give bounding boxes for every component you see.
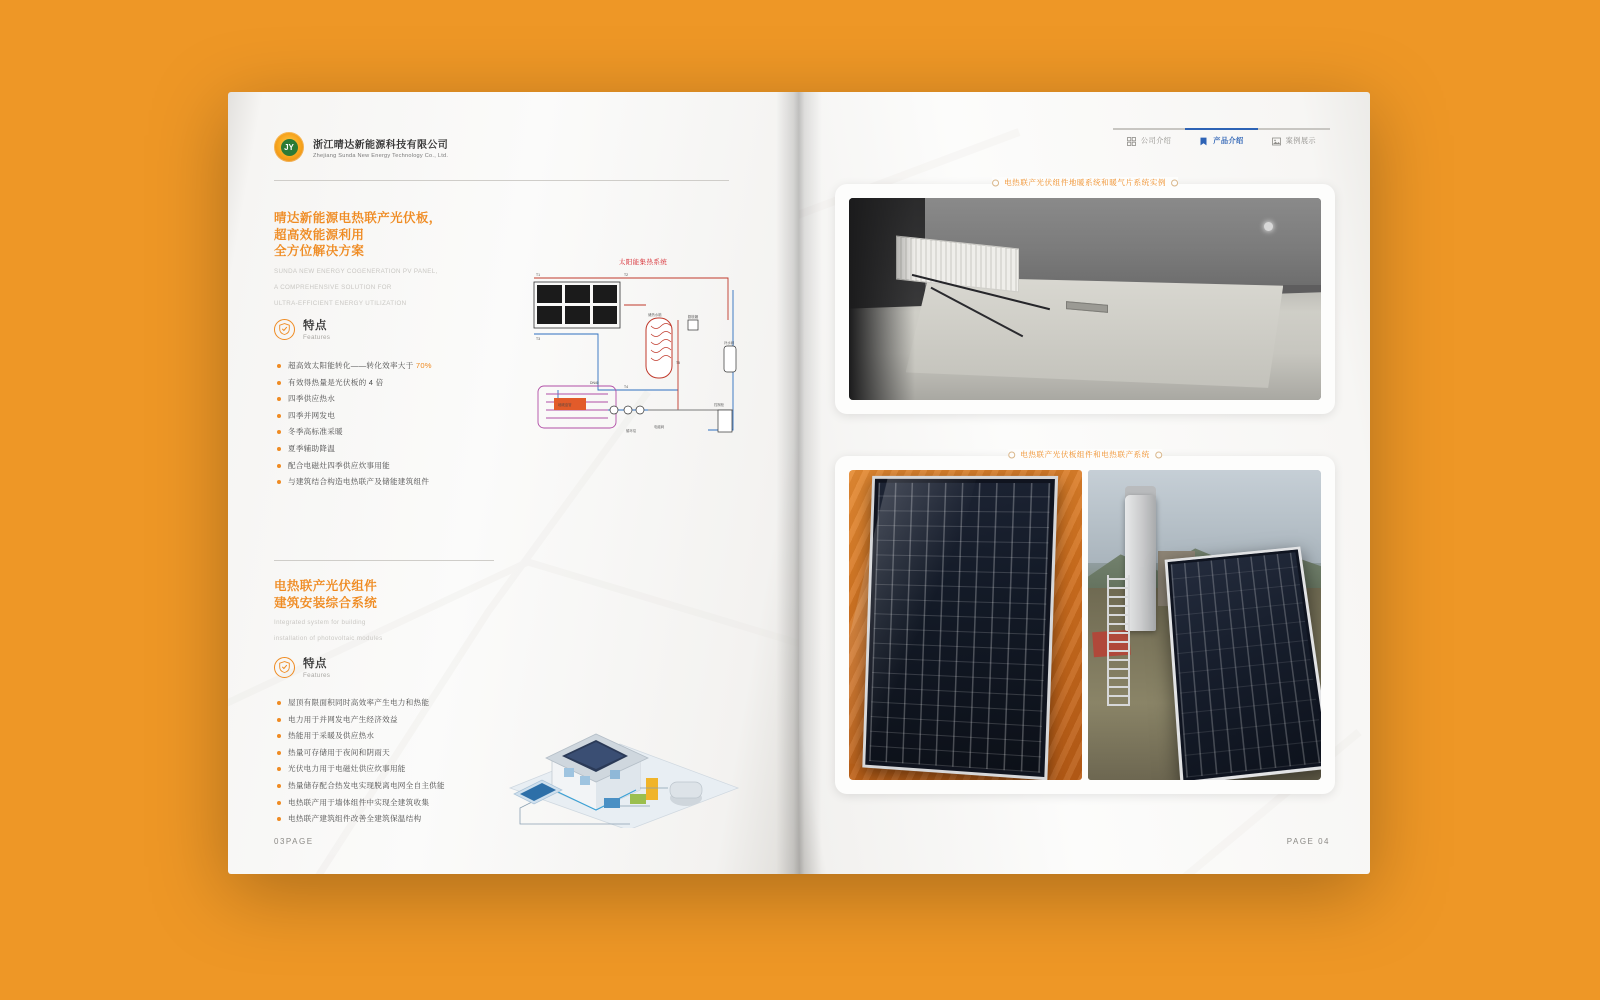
list-item: [277, 797, 507, 808]
section-tabs[interactable]: [1113, 128, 1330, 153]
outdoor-installation-photo: [1088, 470, 1321, 780]
section2-heading-line2: 建筑安装综合系统: [274, 595, 378, 610]
section2-heading: [274, 578, 494, 643]
feature-text: 光伏电力用于电磁灶供应炊事用能: [288, 764, 406, 774]
brochure-spread: [228, 92, 1370, 874]
photo-block-title: 电热联产光伏板组件和电热联产系统: [1008, 449, 1162, 460]
photo-block-underfloor-heating: [835, 178, 1335, 414]
shield-check-icon: [274, 319, 295, 340]
image-icon: [1272, 137, 1281, 146]
svg-text:膨胀罐: 膨胀罐: [688, 315, 699, 319]
svg-text:储热水箱: 储热水箱: [648, 313, 662, 317]
list-item: [277, 426, 507, 437]
feature-text: 四季供应热水: [288, 394, 336, 404]
feature-text: 电力用于并网发电产生经济效益: [288, 714, 398, 724]
svg-text:T2: T2: [624, 273, 628, 277]
svg-text:电磁阀: 电磁阀: [654, 425, 665, 429]
tab-label: 产品介绍: [1213, 136, 1244, 145]
header-divider: [274, 180, 729, 181]
section2-features-list: [277, 697, 507, 830]
tab-product-intro[interactable]: [1185, 128, 1257, 153]
section1-heading: [274, 210, 494, 308]
list-item: [277, 747, 507, 758]
section1-heading-en1: SUNDA NEW ENERGY COGENERATION PV PANEL,: [274, 267, 438, 275]
svg-text:T1: T1: [536, 273, 540, 277]
list-item: [277, 377, 507, 388]
tab-label: 案例展示: [1285, 136, 1316, 145]
feature-text: 热量可存储用于夜间和阴雨天: [288, 747, 390, 757]
svg-text:DN40: DN40: [590, 381, 599, 385]
feature-text: 电热联产用于墙体组件中实现全建筑收集: [288, 797, 430, 807]
feature-text: 冬季高标准采暖: [288, 427, 343, 437]
svg-text:T4: T4: [624, 385, 628, 389]
svg-text:地暖盘管: 地暖盘管: [558, 403, 572, 407]
sun-leaf-logo-icon: [274, 132, 304, 162]
list-item: [277, 393, 507, 404]
svg-text:控制柜: 控制柜: [714, 403, 725, 407]
right-page-number: PAGE 04: [1286, 837, 1330, 846]
svg-text:T3: T3: [536, 337, 540, 341]
section1-features-title-cn: 特点: [303, 320, 327, 332]
section1-features-header: [274, 317, 330, 341]
solar-panel-installation-photo: [849, 470, 1321, 780]
list-item: [277, 460, 507, 471]
section2-features-header: [274, 655, 330, 679]
left-page-number: 03PAGE: [274, 837, 314, 846]
bookmark-icon: [1199, 137, 1208, 146]
section1-heading-en3: ULTRA-EFFICIENT ENERGY UTILIZATION: [274, 299, 407, 307]
section1-features-title-en: Features: [303, 334, 331, 341]
feature-text: 电热联产建筑组件改善全建筑保温结构: [288, 814, 422, 824]
feature-text: 热量储存配合热发电实现脱离电网全自主供能: [288, 780, 445, 790]
room-underfloor-heating-photo: [849, 198, 1321, 400]
right-page: [799, 92, 1370, 874]
list-item: [277, 730, 507, 741]
building-integration-illustration: [500, 648, 750, 828]
feature-text: 配合电磁灶四季供应炊事用能: [288, 460, 390, 470]
section2-divider: [274, 560, 494, 561]
section1-features-list: [277, 360, 507, 493]
company-logo: [274, 132, 448, 162]
feature-text: 与建筑结合构造电热联产及储能建筑组件: [288, 477, 430, 487]
list-item: [277, 780, 507, 791]
feature-text: 屋顶有限面积同时高效率产生电力和热能: [288, 698, 430, 707]
section2-features-title-en: Features: [303, 672, 331, 679]
feature-text: 四季并网发电: [288, 410, 336, 420]
list-item: [277, 410, 507, 421]
list-item: [277, 360, 507, 371]
company-name-en: Zhejiang Sunda New Energy Technology Co., Ltd.: [313, 152, 449, 159]
section1-heading-line3: 全方位解决方案: [274, 244, 365, 258]
diagram-caption: 太阳能集热系统: [618, 259, 668, 266]
tab-case-showcase[interactable]: [1258, 128, 1330, 153]
section1-heading-en2: A COMPREHENSIVE SOLUTION FOR: [274, 283, 392, 291]
list-item: [277, 697, 507, 708]
company-name-cn: 浙江晴达新能源科技有限公司: [313, 139, 449, 151]
section1-heading-line2: 超高效能源利用: [274, 227, 365, 242]
tab-company-intro[interactable]: [1113, 128, 1185, 153]
list-item: [277, 813, 507, 824]
svg-text:循环泵: 循环泵: [626, 429, 637, 433]
section2-heading-en2: installation of photovoltaic modules: [274, 635, 383, 642]
grid-icon: [1127, 137, 1136, 146]
tab-label: 公司介绍: [1140, 136, 1172, 145]
logo-badge-text: JY: [281, 139, 298, 156]
feature-text: 热能用于采暖及供应热水: [288, 731, 375, 741]
list-item: [277, 476, 507, 487]
section2-heading-line1: 电热联产光伏组件: [274, 579, 378, 593]
feature-text: 超高效太阳能转化——转化效率大于 70%: [288, 361, 432, 370]
shield-check-icon: [274, 657, 295, 678]
feature-text: 夏季辅助降温: [288, 443, 336, 453]
solar-thermal-schematic-diagram: [528, 260, 758, 460]
svg-text:补水阀: 补水阀: [724, 341, 735, 345]
left-page: [228, 92, 799, 874]
list-item: [277, 763, 507, 774]
photo-block-panel-installation: [835, 450, 1335, 794]
section2-features-title-cn: 特点: [303, 658, 327, 670]
section2-heading-en1: Integrated system for building: [274, 619, 366, 626]
feature-text: 有效得热量是光伏板的 4 倍: [288, 377, 384, 387]
section1-heading-line1: 晴达新能源电热联产光伏板，: [274, 211, 442, 225]
list-item: [277, 443, 507, 454]
list-item: [277, 714, 507, 725]
photo-block-title: 电热联产光伏组件地暖系统和暖气片系统实例: [992, 177, 1178, 188]
svg-text:T5: T5: [676, 361, 680, 365]
panel-on-blanket-photo: [849, 470, 1082, 780]
